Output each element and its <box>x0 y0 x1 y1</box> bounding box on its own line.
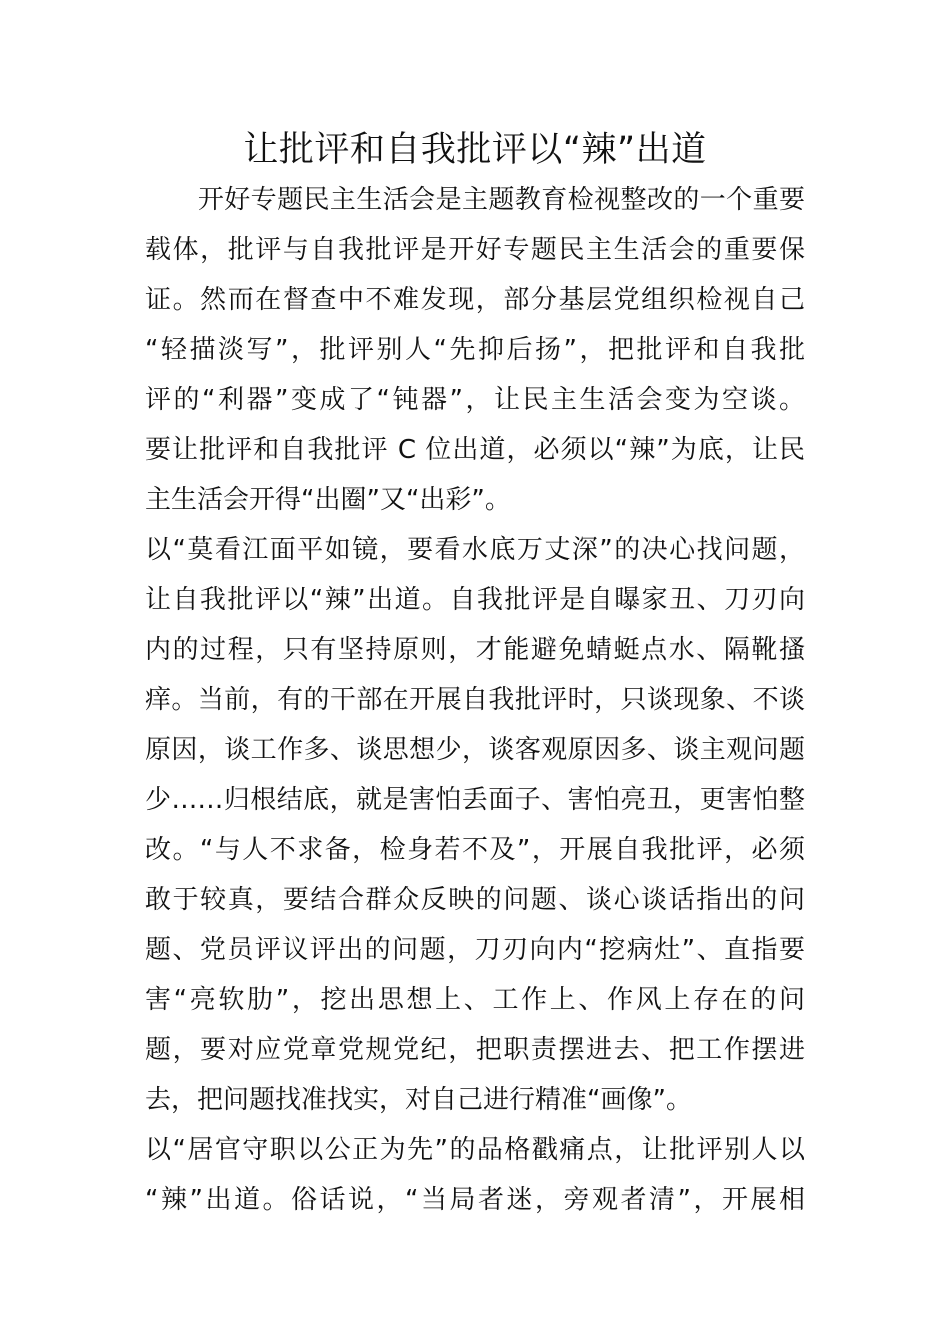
body-line: 以“居官守职以公正为先”的品格戳痛点，让批评别人以 <box>145 1135 805 1165</box>
body-line: 题，要对应党章党规党纪，把职责摆进去、把工作摆进 <box>145 1035 805 1065</box>
body-line: 去，把问题找准找实，对自己进行精准“画像”。 <box>145 1085 692 1115</box>
body-line: 以“莫看江面平如镜，要看水底万丈深”的决心找问题， <box>145 535 805 565</box>
body-line: 害“亮软肋”，挖出思想上、工作上、作风上存在的问 <box>145 985 805 1015</box>
body-line: “轻描淡写”，批评别人“先抑后扬”，把批评和自我批 <box>145 335 805 365</box>
body-line: 评的“利器”变成了“钝器”，让民主生活会变为空谈。 <box>145 385 805 415</box>
body-line: 敢于较真，要结合群众反映的问题、谈心谈话指出的问 <box>145 885 805 915</box>
body-line: 少……归根结底，就是害怕丢面子、害怕亮丑，更害怕整 <box>145 785 805 815</box>
body-line: 内的过程，只有坚持原则，才能避免蜻蜓点水、隔靴搔 <box>145 635 805 665</box>
document-title: 让批评和自我批评以“辣”出道 <box>243 130 707 170</box>
body-line: 改。“与人不求备，检身若不及”，开展自我批评，必须 <box>145 835 805 865</box>
body-line: “辣”出道。俗话说，“当局者迷，旁观者清”，开展相 <box>145 1185 805 1215</box>
body-line: 主生活会开得“出圈”又“出彩”。 <box>145 485 511 515</box>
body-line: 证。然而在督查中不难发现，部分基层党组织检视自己 <box>145 285 805 315</box>
body-line: 开好专题民主生活会是主题教育检视整改的一个重要 <box>145 185 805 215</box>
body-line: 让自我批评以“辣”出道。自我批评是自曝家丑、刀刃向 <box>145 585 805 615</box>
body-line: 原因，谈工作多、谈思想少，谈客观原因多、谈主观问题 <box>145 735 805 765</box>
body-line: 痒。当前，有的干部在开展自我批评时，只谈现象、不谈 <box>145 685 805 715</box>
body-line: 要让批评和自我批评 C 位出道，必须以“辣”为底，让民 <box>145 435 805 465</box>
body-line: 载体，批评与自我批评是开好专题民主生活会的重要保 <box>145 235 805 265</box>
body-line: 题、党员评议评出的问题，刀刃向内“挖病灶”、直指要 <box>145 935 805 965</box>
